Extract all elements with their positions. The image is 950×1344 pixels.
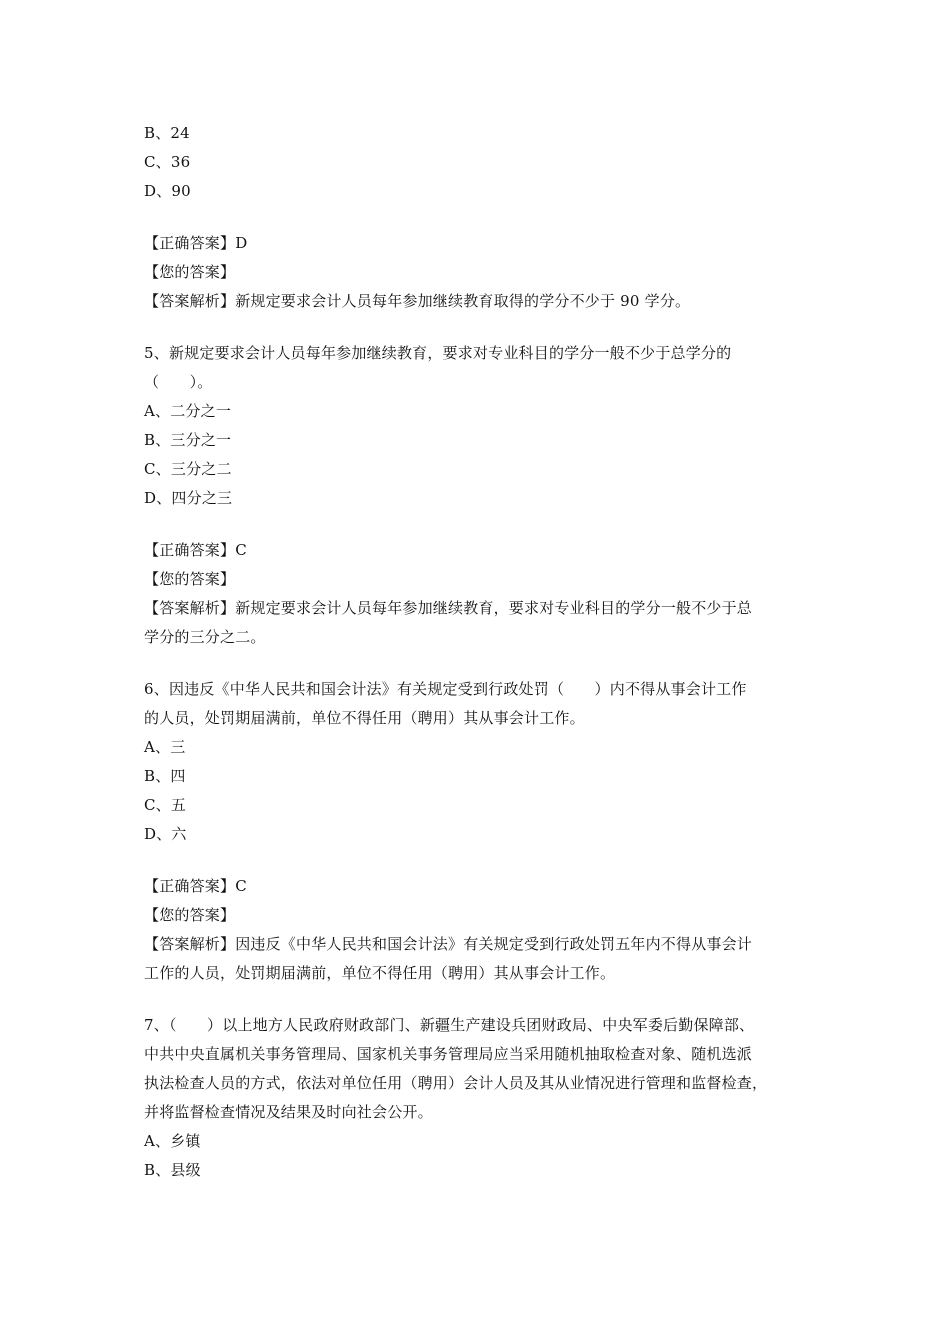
answer-analysis: 【答案解析】新规定要求会计人员每年参加继续教育取得的学分不少于 90 学分。 (144, 292, 691, 310)
option-d: D、六 (144, 825, 187, 843)
option-b: B、三分之一 (144, 431, 232, 449)
your-answer: 【您的答案】 (144, 263, 236, 281)
your-answer: 【您的答案】 (144, 906, 236, 924)
your-answer: 【您的答案】 (144, 570, 236, 588)
option-b: B、24 (144, 124, 190, 142)
q5-answer-block (144, 536, 810, 652)
q4-options (144, 119, 810, 206)
question-6 (144, 675, 810, 849)
question-stem: 7、（ ）以上地方人民政府财政部门、新疆生产建设兵团财政局、中央军委后勤保障部、 (144, 1016, 755, 1034)
answer-analysis: 工作的人员，处罚期届满前，单位不得任用（聘用）其从事会计工作。 (144, 964, 616, 982)
question-stem: 中共中央直属机关事务管理局、国家机关事务管理局应当采用随机抽取检查对象、随机选派 (144, 1045, 753, 1063)
option-a: A、二分之一 (144, 402, 232, 420)
option-c: C、三分之二 (144, 460, 232, 478)
question-stem: 执法检查人员的方式，依法对单位任用（聘用）会计人员及其从业情况进行管理和监督检查， (144, 1074, 768, 1092)
option-c: C、五 (144, 796, 187, 814)
question-stem: 6、因违反《中华人民共和国会计法》有关规定受到行政处罚（ ）内不得从事会计工作 (144, 680, 747, 698)
question-7 (144, 1011, 810, 1185)
answer-analysis: 【答案解析】新规定要求会计人员每年参加继续教育，要求对专业科目的学分一般不少于总 (144, 599, 753, 617)
correct-answer: 【正确答案】D (144, 234, 248, 252)
answer-analysis: 学分的三分之二。 (144, 628, 266, 646)
correct-answer: 【正确答案】C (144, 541, 247, 559)
question-stem: 并将监督检查情况及结果及时向社会公开。 (144, 1103, 433, 1121)
question-stem: 的人员，处罚期届满前，单位不得任用（聘用）其从事会计工作。 (144, 709, 585, 727)
answer-analysis: 【答案解析】因违反《中华人民共和国会计法》有关规定受到行政处罚五年内不得从事会计 (144, 935, 753, 953)
question-5 (144, 339, 810, 513)
option-b: B、四 (144, 767, 186, 785)
question-stem: （ ）。 (144, 373, 213, 391)
question-stem: 5、新规定要求会计人员每年参加继续教育，要求对专业科目的学分一般不少于总学分的 (144, 344, 732, 362)
option-d: D、四分之三 (144, 489, 233, 507)
option-b: B、县级 (144, 1161, 201, 1179)
option-d: D、90 (144, 182, 191, 200)
document-page (144, 119, 810, 1185)
q6-answer-block (144, 872, 810, 988)
option-c: C、36 (144, 153, 191, 171)
option-a: A、乡镇 (144, 1132, 201, 1150)
correct-answer: 【正确答案】C (144, 877, 247, 895)
q4-answer-block (144, 229, 810, 316)
option-a: A、三 (144, 738, 186, 756)
